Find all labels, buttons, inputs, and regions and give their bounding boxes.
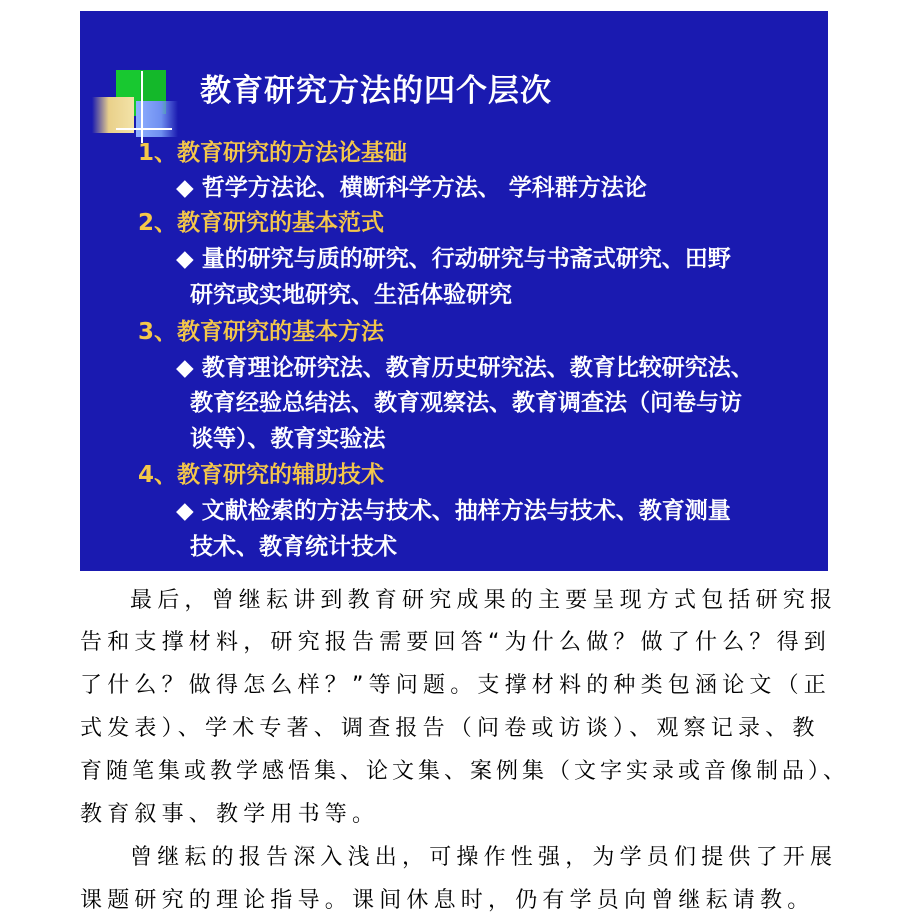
section-4-line-2: 技术、教育统计技术	[190, 534, 397, 560]
paragraph-1-line-1: 最后，曾继耘讲到教育研究成果的主要呈现方式包括研究报	[130, 588, 838, 613]
section-heading-2: 2、教育研究的基本范式	[138, 210, 385, 236]
slide-image	[80, 11, 828, 571]
section-heading-3: 3、教育研究的基本方法	[138, 319, 385, 345]
section-1-line-1: ◆ 哲学方法论、横断科学方法、 学科群方法论	[176, 175, 647, 201]
section-heading-1: 1、教育研究的方法论基础	[138, 140, 408, 166]
section-4-line-1: ◆ 文献检索的方法与技术、抽样方法与技术、教育测量	[176, 498, 731, 524]
paragraph-2-line-1: 曾继耘的报告深入浅出，可操作性强，为学员们提供了开展	[130, 845, 838, 870]
paragraph-1-line-3: 了什么？做得怎么样？”等问题。支撑材料的种类包涵论文（正	[80, 673, 831, 698]
section-3-line-2: 教育经验总结法、教育观察法、教育调查法（问卷与访	[190, 390, 742, 416]
section-heading-4: 4、教育研究的辅助技术	[138, 462, 385, 488]
paragraph-2-line-2: 课题研究的理论指导。课间休息时，仍有学员向曾继耘请教。	[80, 888, 815, 913]
paragraph-1-line-5: 育随笔集或教学感悟集、论文集、案例集（文字实录或音像制品）、	[80, 759, 850, 784]
vertical-line	[141, 71, 143, 143]
paragraph-1-line-6: 教育叙事、教学用书等。	[80, 802, 380, 827]
section-3-line-3: 谈等）、教育实验法	[190, 426, 386, 452]
section-2-line-2: 研究或实地研究、生活体验研究	[190, 282, 512, 308]
horizontal-line	[116, 128, 172, 130]
section-3-line-1: ◆ 教育理论研究法、教育历史研究法、教育比较研究法、	[176, 355, 754, 381]
paragraph-1-line-2: 告和支撑材料，研究报告需要回答“为什么做？做了什么？得到	[80, 630, 831, 655]
slide-title: 教育研究方法的四个层次	[200, 73, 552, 109]
section-2-line-1: ◆ 量的研究与质的研究、行动研究与书斋式研究、田野	[176, 246, 731, 272]
paragraph-1-line-4: 式发表）、学术专著、调查报告（问卷或访谈）、观察记录、教	[80, 716, 820, 741]
